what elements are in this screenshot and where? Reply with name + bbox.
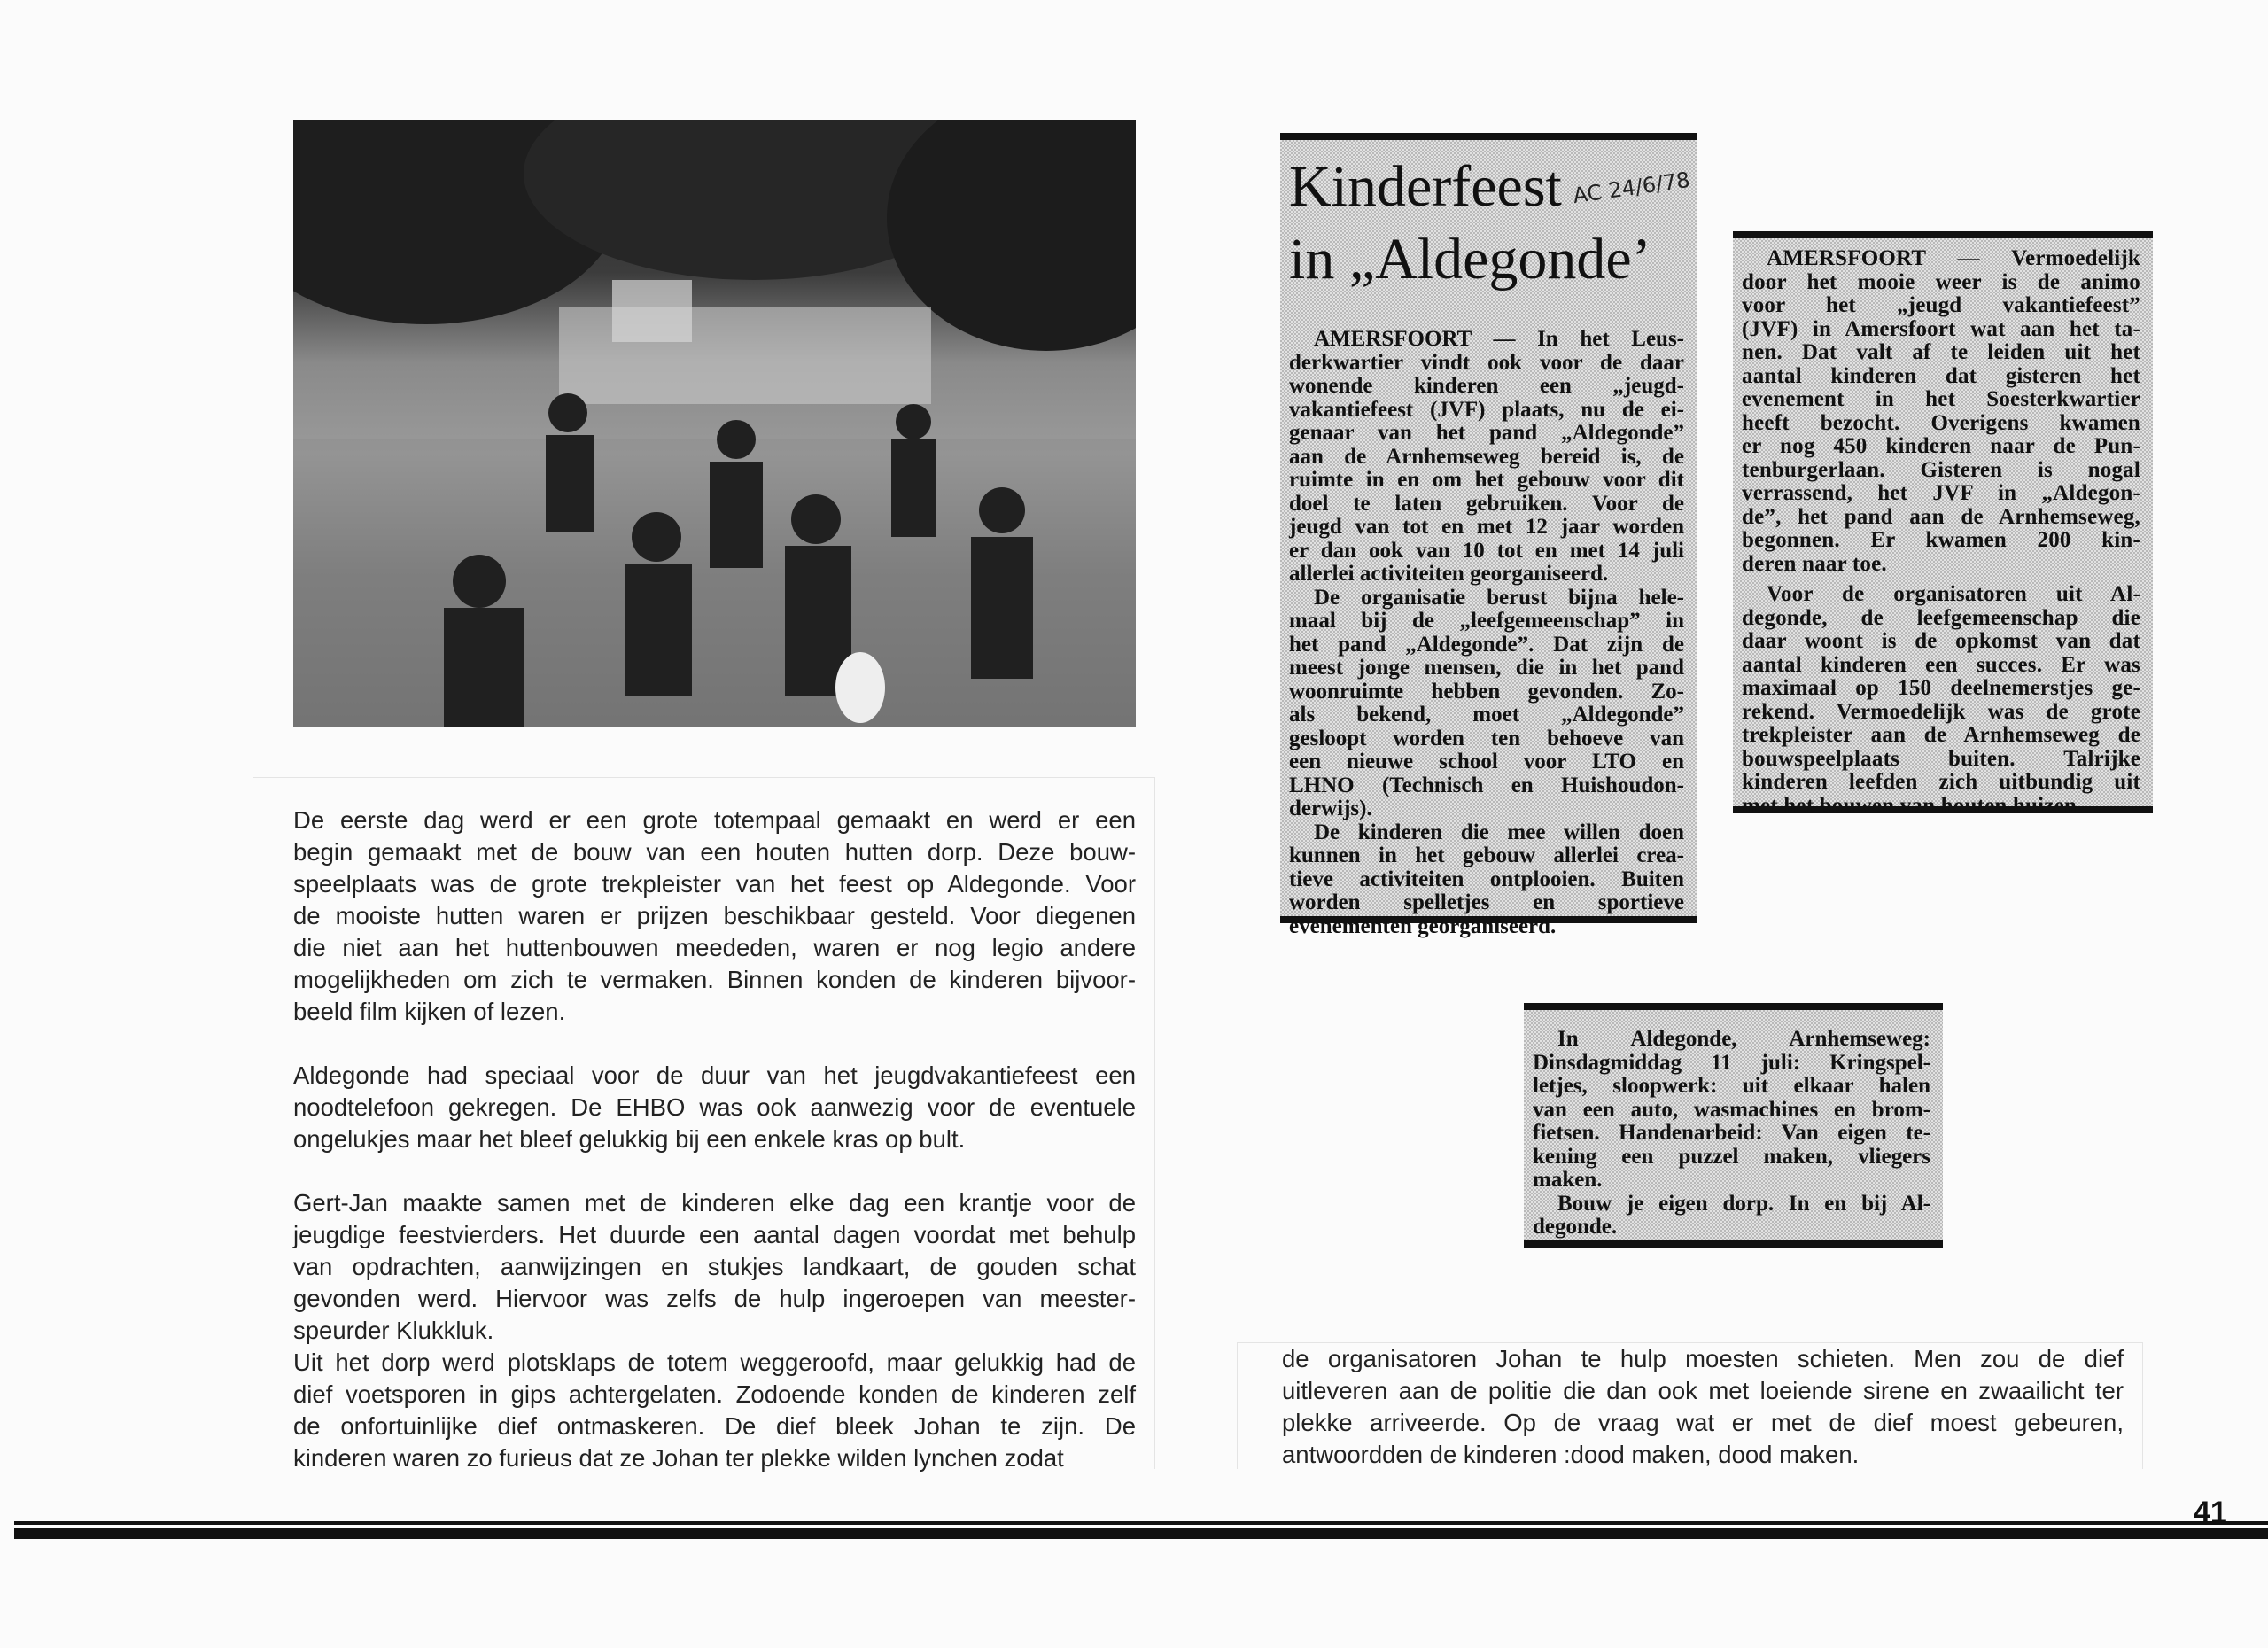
text-line: degonde.	[1533, 1215, 1618, 1239]
text-line: maken.	[1533, 1168, 1603, 1192]
text-line: de organisatoren Johan te hulp moesten schieten. Men zou de dief	[1282, 1345, 2124, 1372]
newspaper-clipping-kinderfeest	[1280, 133, 1697, 938]
newspaper-clipping-programma	[1524, 1003, 1943, 1248]
text-line: speelplaats was de grote trekpleister van het feest op Aldegonde. Voor	[293, 870, 1136, 898]
text-line: allerlei activiteiten georganiseerd.	[1289, 562, 1609, 586]
text-line: er dan ook van 10 tot en met 14 juli	[1289, 538, 1684, 563]
text-line: Dinsdagmiddag 11 juli: Kringspel-	[1533, 1050, 1930, 1075]
footer-rule-thin	[14, 1521, 2268, 1525]
text-line: LHNO (Technisch en Huishoudon-	[1289, 773, 1684, 797]
text-line: mogelijkheden om zich te vermaken. Binnen konden de kinderen bijvoor-	[293, 966, 1136, 993]
text-line: ruimte in en om het gebouw voor dit	[1289, 468, 1684, 492]
text-line: aantal kinderen dat gisteren het	[1742, 363, 2140, 388]
text-line: gesloopt worden ten behoeve van	[1289, 726, 1684, 750]
text-line: letjes, sloopwerk: uit elkaar halen	[1533, 1074, 1930, 1098]
text-line: de onfortuinlijke dief ontmaskeren. De dief bleek Johan te zijn. De	[293, 1412, 1136, 1440]
text-line: ongelukjes maar het bleef gelukkig bij een enkele kras op bult.	[293, 1125, 966, 1153]
text-line: wonende kinderen een „jeugd-	[1289, 374, 1684, 398]
text-line: In Aldegonde, Arnhemseweg:	[1557, 1027, 1930, 1051]
text-line: Voor de organisatoren uit Al-	[1767, 582, 2140, 606]
text-line: aan de Arnhemseweg bereid is, de	[1289, 444, 1684, 469]
text-line: AMERSFOORT — Vermoedelijk	[1767, 246, 2140, 270]
text-line: verrassend, het JVF in „Aldegon-	[1742, 481, 2140, 505]
text-line: kinderen waren zo furieus dat ze Johan ter plekke wilden lynchen zodat	[293, 1444, 1064, 1472]
clipping-headline-line-2: in „Aldegonde’	[1289, 227, 1651, 292]
text-line: begonnen. Er kwamen 200 kin-	[1742, 528, 2140, 552]
text-line: speurder Klukkluk.	[293, 1317, 494, 1344]
text-line: degonde, de leefgemeenschap die	[1742, 605, 2140, 630]
text-line: bouwspeelplaats buiten. Talrijke	[1742, 746, 2140, 771]
text-line: nen. Dat valt af te leiden uit het	[1742, 340, 2140, 364]
text-line: begin gemaakt met de bouw van een houten hutten dorp. Deze bouw-	[293, 838, 1136, 866]
text-line: met het bouwen van houten huizen.	[1742, 793, 2083, 818]
text-line: kunnen in het gebouw allerlei crea-	[1289, 843, 1684, 867]
text-line: dief voetsporen in gips achtergelaten. Zodoende konden de kinderen zelf	[293, 1380, 1136, 1408]
text-line: plekke arriveerde. Op de vraag wat er met de dief moest gebeuren,	[1282, 1409, 2124, 1436]
text-line: evenement in het Soesterkwartier	[1742, 387, 2140, 411]
text-line: worden spelletjes en sportieve	[1289, 890, 1684, 914]
text-line: antwoordden de kinderen :dood maken, dood maken.	[1282, 1441, 1860, 1468]
text-line: deren naar toe.	[1742, 551, 1887, 576]
text-line: een nieuwe school voor LTO en	[1289, 750, 1684, 773]
text-line: jeugdige feestvierders. Het duurde een aantal dagen voordat met behulp	[293, 1221, 1136, 1248]
text-line: fietsen. Handenarbeid: Van eigen te-	[1533, 1121, 1930, 1145]
text-line: trekpleister aan de Arnhemseweg de	[1742, 723, 2140, 747]
footer-rule-thick	[14, 1528, 2268, 1539]
text-line: maximaal op 150 deelnemerstjes ge-	[1742, 676, 2140, 700]
text-line: tenburgerlaan. Gisteren is nogal	[1742, 457, 2140, 482]
text-line: rekend. Vermoedelijk was de grote	[1742, 699, 2140, 724]
text-line: kinderen leefden zich uitbundig uit	[1742, 770, 2140, 794]
text-line: de”, het pand aan de Arnhemseweg,	[1742, 504, 2140, 529]
clipping-headline-line-1: Kinderfeest	[1289, 154, 1562, 219]
text-line: Aldegonde had speciaal voor de duur van het jeugdvakantiefeest een	[293, 1061, 1136, 1089]
text-line: maal bij de „leefgemeenschap” in	[1289, 609, 1684, 633]
text-line: daar woont is de opkomst van dat	[1742, 629, 2140, 653]
text-line: doel te laten gebruiken. Voor de	[1289, 491, 1684, 516]
handwritten-date-note: AC 24/6/78	[1571, 167, 1692, 209]
text-line: genaar van het pand „Aldegonde”	[1289, 421, 1684, 445]
text-line: het pand „Aldegonde”. Dat zijn de	[1289, 632, 1684, 657]
text-line: door het mooie weer is de animo	[1742, 269, 2140, 294]
text-line: van een auto, wasmachines en brom-	[1533, 1097, 1930, 1122]
text-line: noodtelefoon gekregen. De EHBO was ook aanwezig voor de eventuele	[293, 1093, 1136, 1121]
text-line: die niet aan het huttenbouwen meededen, waren er nog legio andere	[293, 934, 1136, 961]
text-line: kening een puzzel maken, vliegers	[1533, 1144, 1930, 1169]
text-line: er nog 450 kinderen naar de Pun-	[1742, 434, 2140, 458]
left-story-text	[253, 777, 1155, 1472]
text-line: AMERSFOORT — In het Leus-	[1314, 327, 1684, 351]
text-line: voor het „jeugd vakantiefeest”	[1742, 293, 2140, 317]
text-line: Uit het dorp werd plotsklaps de totem weggeroofd, maar gelukkig had de	[293, 1349, 1136, 1376]
photo-scene	[293, 120, 1136, 727]
text-line: beeld film kijken of lezen.	[293, 998, 566, 1025]
text-line: heeft bezocht. Overigens kwamen	[1742, 410, 2140, 435]
text-line: evenementen georganiseerd.	[1289, 913, 1557, 938]
text-line: vakantiefeest (JVF) plaats, nu de ei-	[1289, 397, 1684, 422]
text-line: Gert-Jan maakte samen met de kinderen elke dag een krantje voor de	[293, 1189, 1136, 1217]
text-line: als bekend, moet „Aldegonde”	[1289, 703, 1684, 727]
text-line: derwijs).	[1289, 797, 1372, 820]
page-number: 41	[2194, 1496, 2227, 1529]
text-line: uitleveren aan de politie die dan ook met loeiende sirene en zwaailicht ter	[1282, 1377, 2124, 1404]
text-line: de mooiste hutten waren er prijzen beschikbaar gesteld. Voor diegenen	[293, 902, 1136, 929]
photo-children-building-village	[293, 120, 1136, 727]
text-line: gevonden werd. Hiervoor was zelfs de hulp ingeroepen van meester-	[293, 1285, 1136, 1312]
text-line: De kinderen die mee willen doen	[1314, 820, 1684, 844]
text-line: van opdrachten, aanwijzingen en stukjes landkaart, de gouden schat	[293, 1253, 1136, 1280]
text-line: aantal kinderen een succes. Er was	[1742, 652, 2140, 677]
text-line: De eerste dag werd er een grote totempaal gemaakt en werd er een	[293, 806, 1136, 834]
right-story-text	[1237, 1342, 2143, 1469]
text-line: meest jonge mensen, die in het pand	[1289, 656, 1684, 680]
text-line: De organisatie berust bijna hele-	[1314, 585, 1684, 610]
newspaper-clipping-jvf-animo	[1733, 231, 2153, 818]
text-line: Bouw je eigen dorp. In en bij Al-	[1557, 1191, 1930, 1216]
text-line: jeugd van tot en met 12 jaar worden	[1289, 515, 1684, 539]
text-line: woonruimte hebben gevonden. Zo-	[1289, 679, 1684, 704]
text-line: (JVF) in Amersfoort wat aan het ta-	[1742, 316, 2140, 341]
text-line: tieve activiteiten ontplooien. Buiten	[1289, 867, 1684, 891]
text-line: derkwartier vindt ook voor de daar	[1289, 350, 1684, 375]
